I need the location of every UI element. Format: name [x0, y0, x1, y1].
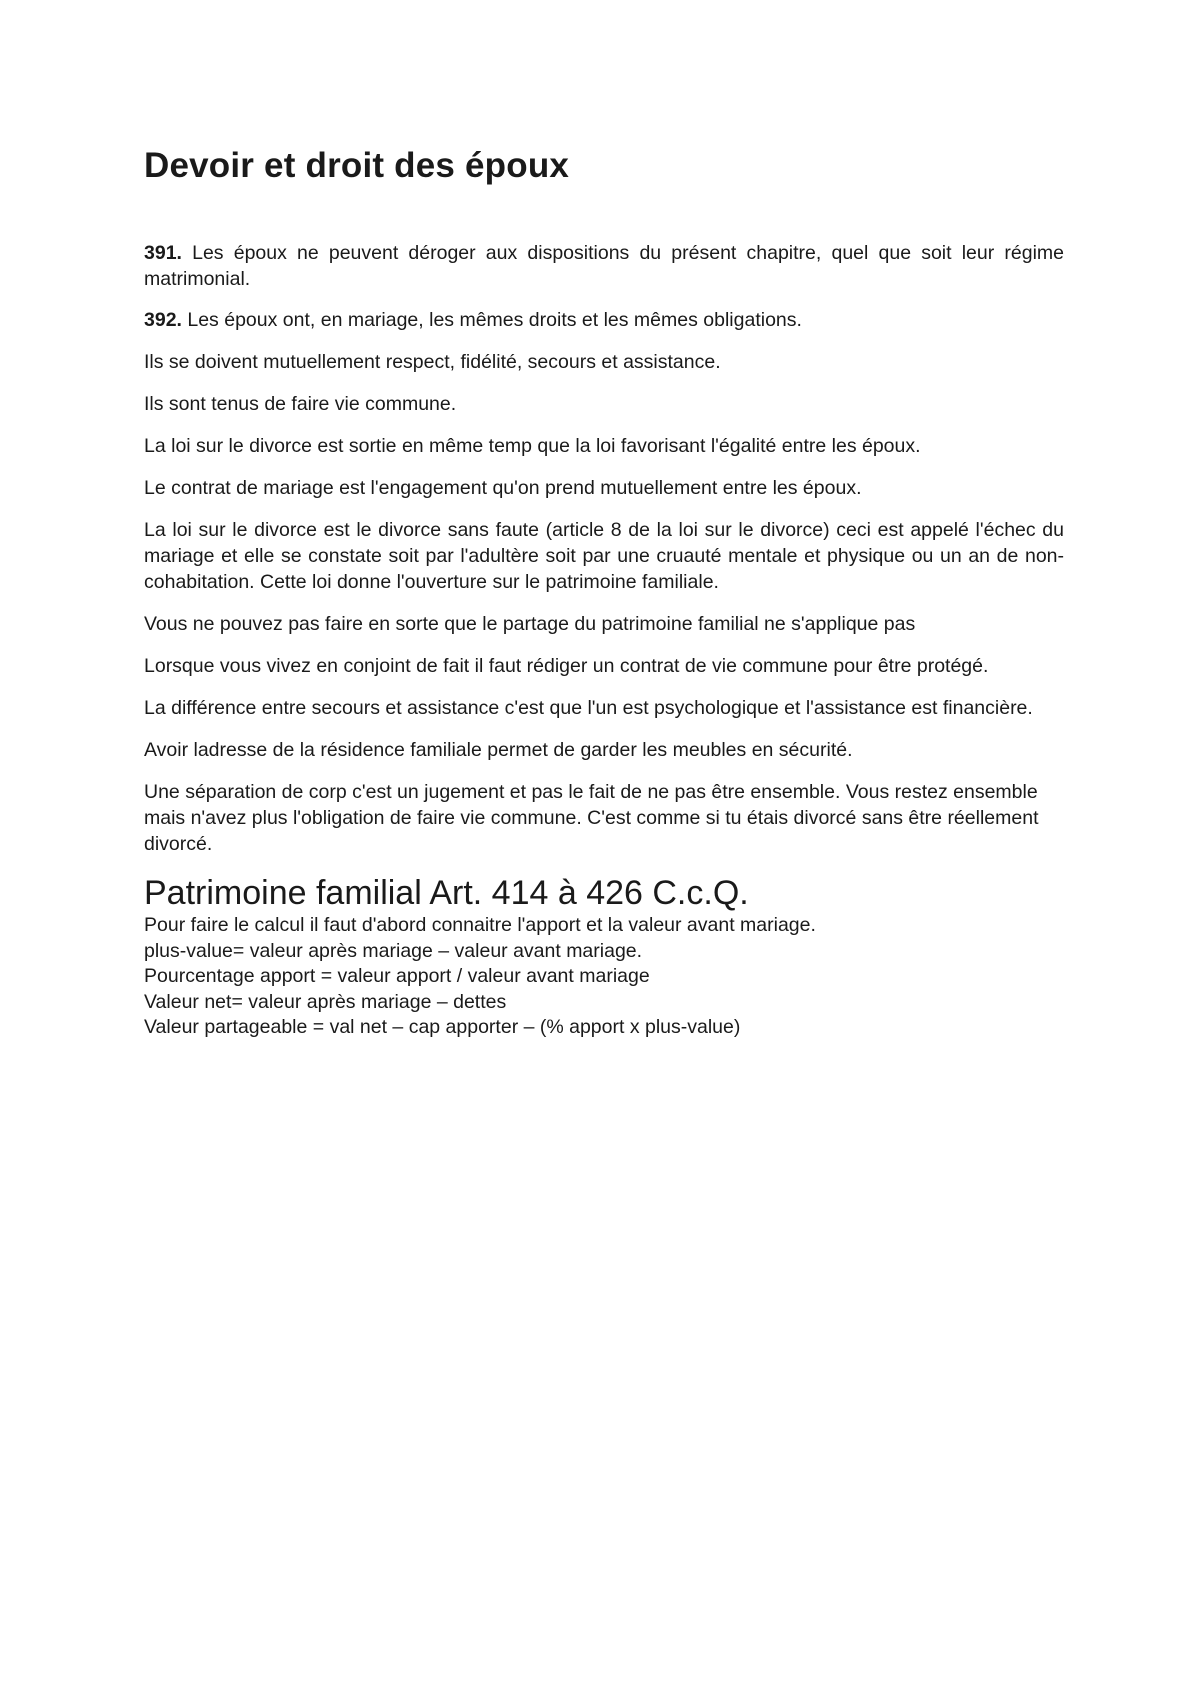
- paragraph-vie-commune: Ils sont tenus de faire vie commune.: [144, 393, 457, 415]
- paragraph-loi-divorce-egalite: La loi sur le divorce est sortie en même temp que la loi favorisant l'égalité entre les époux.: [144, 435, 921, 457]
- formula-pourcentage-apport: Pourcentage apport = valeur apport / valeur avant mariage: [144, 965, 650, 987]
- paragraph-contrat-mariage: Le contrat de mariage est l'engagement qu'on prend mutuellement entre les époux.: [144, 477, 862, 499]
- title-spacer: [144, 192, 1064, 240]
- formula-plus-value: plus-value= valeur après mariage – valeur avant mariage.: [144, 939, 643, 962]
- article-391-number: 391.: [144, 242, 182, 264]
- paragraph-separation-corps: Une séparation de corp c'est un jugement et pas le fait de ne pas être ensemble. Vous restez ensemble mais n'avez plus l'obligation de faire vie commune. C'est comme si tu étais divorcé sans être réellement divorcé.: [144, 781, 1039, 855]
- paragraph-residence-familiale: Avoir ladresse de la résidence familiale permet de garder les meubles en sécurité.: [144, 739, 853, 761]
- paragraph-divorce-sans-faute: La loi sur le divorce est le divorce sans faute (article 8 de la loi sur le divorce) ceci est appelé l'échec du mariage et elle se constate soit par l'adultère soit par une cruauté mentale et physique ou un an de non-cohabitation. Cette loi donne l'ouverture sur le patrimoine familiale.: [144, 519, 1064, 593]
- paragraph-partage-patrimoine: Vous ne pouvez pas faire en sorte que le partage du patrimoine familial ne s'applique pas: [144, 613, 916, 635]
- paragraph-respect: Ils se doivent mutuellement respect, fidélité, secours et assistance.: [144, 351, 721, 373]
- article-391: [144, 240, 1064, 292]
- document-content: [144, 140, 1064, 1041]
- article-392-text: Les époux ont, en mariage, les mêmes droits et les mêmes obligations.: [181, 309, 802, 331]
- paragraph-conjoint-de-fait: Lorsque vous vivez en conjoint de fait il faut rédiger un contrat de vie commune pour être protégé.: [144, 655, 989, 677]
- article-392: [144, 307, 1064, 333]
- formula-valeur-partageable: Valeur partageable = val net – cap apporter – (% apport x plus-value): [144, 1016, 741, 1038]
- paragraph-secours-assistance: La différence entre secours et assistance c'est que l'un est psychologique et l'assistance est financière.: [144, 697, 1033, 719]
- page-title: Devoir et droit des époux: [144, 146, 570, 185]
- article-391-text: Les époux ne peuvent déroger aux dispositions du présent chapitre, quel que soit leur régime matrimonial.: [144, 242, 1064, 290]
- article-392-number: 392.: [144, 309, 182, 331]
- section-title-patrimoine: Patrimoine familial Art. 414 à 426 C.c.Q.: [144, 874, 749, 912]
- formula-intro: Pour faire le calcul il faut d'abord connaitre l'apport et la valeur avant mariage.: [144, 914, 816, 936]
- formula-valeur-net: Valeur net= valeur après mariage – dettes: [144, 990, 507, 1013]
